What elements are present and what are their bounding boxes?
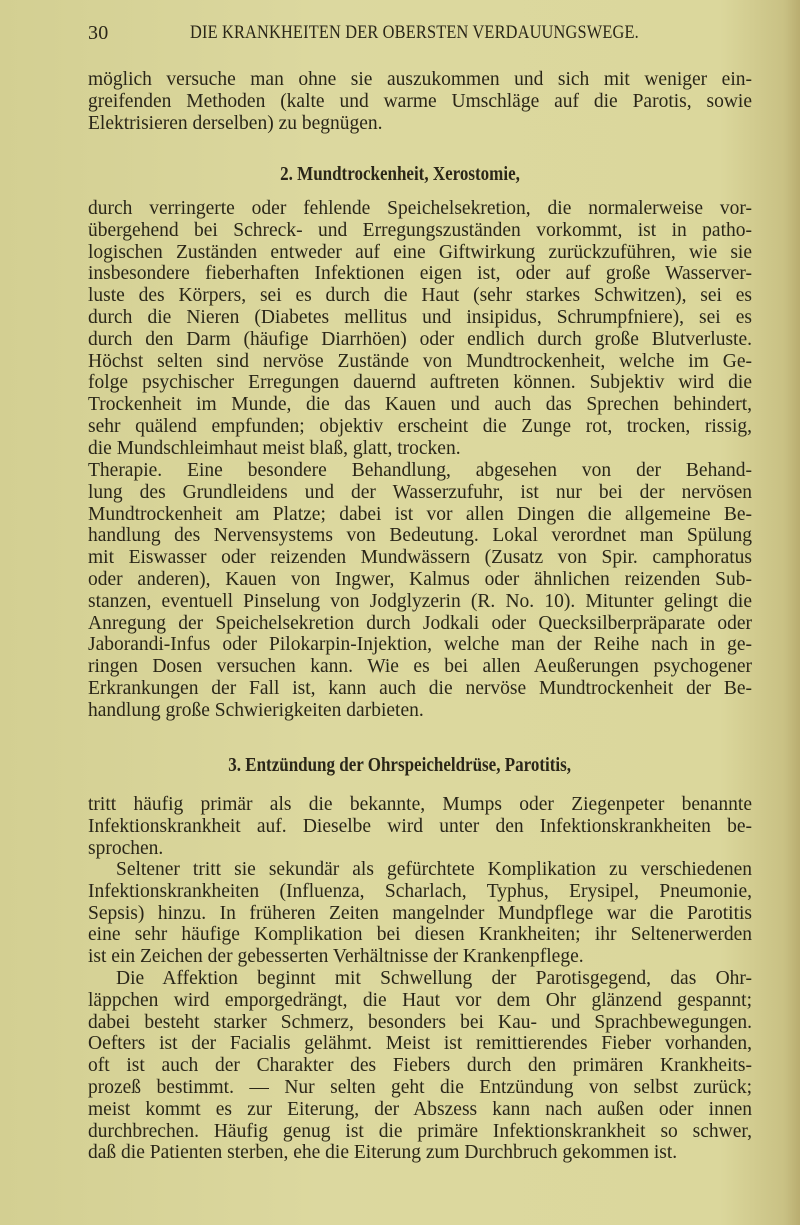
- running-title: DIE KRANKHEITEN DER OBERSTEN VERDAUUNGSWEGE.: [190, 22, 639, 43]
- section-3-paragraph-1: [88, 794, 752, 859]
- text-line: durch die Nieren (Diabetes mellitus und insipidus, Schrumpfniere), sei es: [88, 306, 752, 328]
- text-line: ringen Dosen versuchen kann. Wie es bei allen Aeußerungen psychogener: [88, 656, 752, 678]
- text-line: Oefters ist der Facialis gelähmt. Meist ist remittierendes Fieber vorhanden,: [88, 1033, 752, 1055]
- text-line: lung des Grundleidens und der Wasserzufuhr, ist nur bei der nervösen: [88, 481, 752, 503]
- section-2-heading: 2. Mundtrockenheit, Xerostomie,: [280, 163, 520, 185]
- text-line: übergehend bei Schreck- und Erregungszuständen vorkommt, ist in patho-: [88, 219, 752, 241]
- text-line: läppchen wird emporgedrängt, die Haut vor dem Ohr glänzend gespannt;: [88, 989, 752, 1011]
- text-line: Sepsis) hinzu. In früheren Zeiten mangelnder Mundpflege war die Parotitis: [88, 902, 752, 924]
- text-line: möglich versuche man ohne sie auszukommen und sich mit weniger ein-: [88, 69, 752, 90]
- text-line: logischen Zuständen entweder auf eine Giftwirkung zurückzuführen, wie sie: [88, 241, 752, 263]
- text-line: meist kommt es zur Eiterung, der Abszess kann nach außen oder innen: [88, 1098, 752, 1120]
- text-line: durchbrechen. Häufig genug ist die primäre Infektionskrankheit so schwer,: [88, 1120, 752, 1142]
- text-line: Die Affektion beginnt mit Schwellung der Parotisgegend, das Ohr-: [116, 968, 752, 989]
- text-line: insbesondere fieberhaften Infektionen eigen ist, oder auf große Wasserver-: [88, 263, 752, 285]
- text-line: Infektionskrankheiten (Influenza, Scharlach, Typhus, Erysipel, Pneumonie,: [88, 880, 752, 902]
- text-line: Erkrankungen der Fall ist, kann auch die nervöse Mundtrockenheit der Be-: [88, 677, 752, 699]
- text-line: folge psychischer Erregungen dauernd auftreten können. Subjektiv wird die: [88, 372, 752, 394]
- text-line: durch den Darm (häufige Diarrhöen) oder endlich durch große Blutverluste.: [88, 328, 752, 350]
- therapy-paragraph: [88, 460, 752, 722]
- section-3-paragraph-2: [88, 859, 752, 968]
- text-line: ist ein Zeichen der gebesserten Verhältnisse der Krankenpflege.: [88, 946, 584, 968]
- text-line: Seltener tritt sie sekundär als gefürchtete Komplikation zu verschiedenen: [116, 859, 752, 880]
- text-line: luste des Körpers, sei es durch die Haut (sehr starkes Schwitzen), sei es: [88, 285, 752, 307]
- text-line: handlung große Schwierigkeiten darbieten.: [88, 699, 424, 721]
- text-line: daß die Patienten sterben, ehe die Eiterung zum Durchbruch gekommen ist.: [88, 1142, 678, 1164]
- text-line: Therapie. Eine besondere Behandlung, abgesehen von der Behand-: [88, 460, 752, 481]
- text-line: die Mundschleimhaut meist blaß, glatt, trocken.: [88, 437, 461, 459]
- text-line: oft ist auch der Charakter des Fiebers durch den primären Krankheits-: [88, 1055, 752, 1077]
- text-line: handlung des Nervensystems von Bedeutung. Lokal verordnet man Spülung: [88, 525, 752, 547]
- text-line: stanzen, eventuell Pinselung von Jodglyzerin (R. No. 10). Mitunter gelingt die: [88, 590, 752, 612]
- text-line: Trockenheit im Munde, die das Kauen und auch das Sprechen behindert,: [88, 394, 752, 416]
- text-line: Anregung der Speichelsekretion durch Jodkali oder Quecksilberpräparate oder: [88, 612, 752, 634]
- page-number: 30: [88, 22, 109, 44]
- text-line: eine sehr häufige Komplikation bei diesen Krankheiten; ihr Seltenerwerden: [88, 924, 752, 946]
- text-line: Höchst selten sind nervöse Zustände von Mundtrockenheit, welche im Ge-: [88, 350, 752, 372]
- text-line: mit Eiswasser oder reizenden Mundwässern (Zusatz von Spir. camphoratus: [88, 547, 752, 569]
- text-line: tritt häufig primär als die bekannte, Mumps oder Ziegenpeter benannte: [88, 794, 752, 815]
- text-line: Jaborandi-Infus oder Pilokarpin-Injektion, welche man der Reihe nach in ge-: [88, 634, 752, 656]
- section-3-heading: 3. Entzündung der Ohrspeicheldrüse, Parotitis,: [228, 754, 572, 776]
- text-line: Mundtrockenheit am Platze; dabei ist vor allen Dingen die allgemeine Be-: [88, 503, 752, 525]
- text-line: sehr quälend empfunden; objektiv erscheint die Zunge rot, trocken, rissig,: [88, 415, 752, 437]
- text-line: durch verringerte oder fehlende Speichelsekretion, die normalerweise vor-: [88, 198, 752, 219]
- text-line: Elektrisieren derselben) zu begnügen.: [88, 112, 383, 134]
- section-2-paragraph: [88, 198, 752, 460]
- section-3-paragraph-3: [88, 968, 752, 1164]
- text-line: prozeß bestimmt. — Nur selten geht die Entzündung von selbst zurück;: [88, 1076, 752, 1098]
- text-line: oder anderen), Kauen von Ingwer, Kalmus oder ähnlichen reizenden Sub-: [88, 568, 752, 590]
- text-line: Infektionskrankheit auf. Dieselbe wird unter den Infektionskrankheiten be-: [88, 815, 752, 837]
- intro-paragraph: [88, 69, 752, 134]
- text-line: dabei besteht starker Schmerz, besonders bei Kau- und Sprachbewegungen.: [88, 1011, 752, 1033]
- text-line: sprochen.: [88, 837, 164, 859]
- text-line: greifenden Methoden (kalte und warme Umschläge auf die Parotis, sowie: [88, 90, 752, 112]
